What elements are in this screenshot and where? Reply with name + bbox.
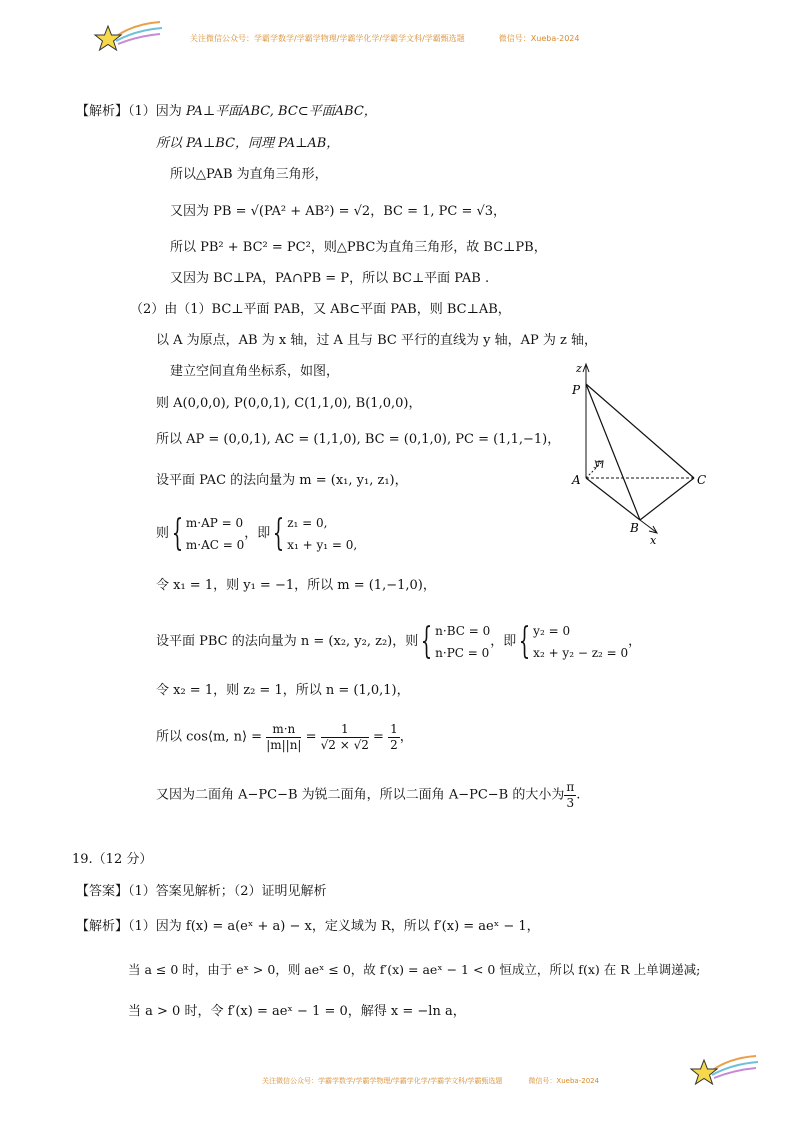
label-B: B [630,521,639,535]
q18-l13-pre: 则 [156,526,170,541]
page-header [190,33,579,44]
q19-number: 19.（12 分） [72,852,153,867]
q18-line-7: （2）由（1）BC⊥平面 PAB，又 AB⊂平面 PAB，则 BC⊥AB， [130,302,511,317]
q19-line-2: 当 a ≤ 0 时，由于 eˣ > 0，则 aeˣ ≤ 0，故 f′(x) = aeˣ − 1 < 0 恒成立，所以 f(x) 在 R 上单调递减; [128,962,701,977]
q18-line-6: 又因为 BC⊥PA，PA∩PB = P，所以 BC⊥平面 PAB . [170,271,490,286]
q19-answer [76,884,327,900]
q18-line-1 [76,104,377,120]
q18-l13-mid: ，即 [244,526,271,541]
q18-line-18: 又因为二面角 A−PC−B 为锐二面角，所以二面角 A−PC−B 的大小为 $\frac{\pi}{3}$ . [156,780,581,810]
q18-l4b: √(PA² + AB²) = √2 [250,204,371,219]
q18-line-5: 所以 PB² + BC² = PC²，则△PBC为直角三角形，故 BC⊥PB， [170,240,547,255]
q18-frac-1: $\frac{m\cdot n}{|m||n|}$ [266,722,302,752]
label-P: P [572,383,581,397]
label-y: y [594,458,600,469]
q18-system-3: n·BC = 0 n·PC = 0 [435,624,491,660]
q19-line-1 [76,919,540,935]
page-footer [262,1076,599,1086]
q18-line-14: 令 x₁ = 1，则 y₁ = −1，所以 m = (1,−1,0)， [156,578,436,593]
q18-line-12: 设平面 PAC 的法向量为 m = (x₁, y₁, z₁)， [156,473,408,488]
q18-frac-pi3: $\frac{\pi}{3}$ [566,780,575,810]
footer-wechat: 微信号：Xueba-2024 [528,1077,600,1085]
q18-l4c: ，BC = 1, PC = √3， [370,204,507,219]
q18-line-17: 所以 cos⟨m, n⟩ = $\frac{m\cdot n}{|m||n|}$ = $\frac{1}{√2 \times √2}$ = $\frac{1}{2}$ ， [156,722,413,752]
q18-line-11: 所以 AP = (0,0,1), AC = (1,1,0), BC = (0,1,0), PC = (1,1,−1)， [156,432,561,447]
label-x: x [650,534,657,547]
q18-line-8: 以 A 为原点，AB 为 x 轴，过 A 且与 BC 平行的直线为 y 轴，AP 为 z 轴， [156,333,597,348]
label-C: C [697,473,707,487]
star-logo-footer-icon [688,1052,760,1092]
q18-line-9: 建立空间直角坐标系，如图， [170,364,340,379]
q19-answer-tag: 【答案】 [76,884,129,899]
q18-frac-2: $\frac{1}{√2 \times √2}$ [320,722,369,752]
q19-answer-text: （1）答案见解析；（2）证明见解析 [128,884,327,899]
q18-p1-lead: （1）因为 [128,104,182,119]
q19-l1: （1）因为 f(x) = a(eˣ + a) − x，定义域为 R，所以 f′(x) = aeˣ − 1， [128,919,540,934]
q19-solution-tag: 【解析】 [76,919,129,934]
q18-line-4 [170,204,506,220]
header-wechat: 微信号：Xueba-2024 [498,34,580,43]
q18-l4a: 又因为 PB = [170,204,251,219]
q18-line-10: 则 A(0,0,0), P(0,0,1), C(1,1,0), B(1,0,0)， [156,396,422,411]
q18-line-13: 则{ m·AP = 0 m·AC = 0 ，即{ z₁ = 0, x₁ + y₁ = 0, [156,513,358,554]
q18-tag: 【解析】 [76,104,129,119]
q18-l18-pre: 又因为二面角 A−PC−B 为锐二面角，所以二面角 A−PC−B 的大小为 [156,787,565,803]
q18-l17-pre: 所以 cos⟨m, n⟩ = [156,729,267,745]
q18-line-3: 所以△PAB 为直角三角形， [170,167,328,182]
q18-l15-pre: 设平面 PBC 的法向量为 n = (x₂, y₂, z₂)，则 [156,634,419,649]
q18-system-2: z₁ = 0, x₁ + y₁ = 0, [287,516,358,552]
coordinate-figure [566,358,716,548]
q18-line-15: 设平面 PBC 的法向量为 n = (x₂, y₂, z₂)，则{ n·BC = 0 n·PC = 0 ，即{ y₂ = 0 x₂ + y₂ − z₂ = 0 ， [156,621,642,662]
label-A: A [572,473,581,487]
edge-BC [640,478,694,520]
q18-p1-a: PA⊥平面ABC, BC⊂平面ABC， [185,104,377,119]
q18-system-4: y₂ = 0 x₂ + y₂ − z₂ = 0 [533,624,629,660]
footer-text: 关注微信公众号：学霸学数学/学霸学物理/学霸学化学/学霸学文科/学霸甄选题 [262,1077,503,1085]
q18-frac-3: $\frac{1}{2}$ [390,722,398,752]
q19-line-3: 当 a > 0 时，令 f′(x) = aeˣ − 1 = 0，解得 x = −ln a， [128,1004,466,1019]
q18-line-2: 所以 PA⊥BC，同理 PA⊥AB， [156,136,340,151]
q18-system-1: m·AP = 0 m·AC = 0 [185,516,245,552]
q18-l15-mid: ，即 [490,634,517,649]
q18-line-16: 令 x₂ = 1，则 z₂ = 1，所以 n = (1,0,1)， [156,683,410,698]
label-z: z [576,362,582,375]
star-logo-icon [92,18,164,58]
x-axis-ext [640,520,656,532]
header-text: 关注微信公众号：学霸学数学/学霸学物理/学霸学化学/学霸学文科/学霸甄选题 [190,34,465,43]
